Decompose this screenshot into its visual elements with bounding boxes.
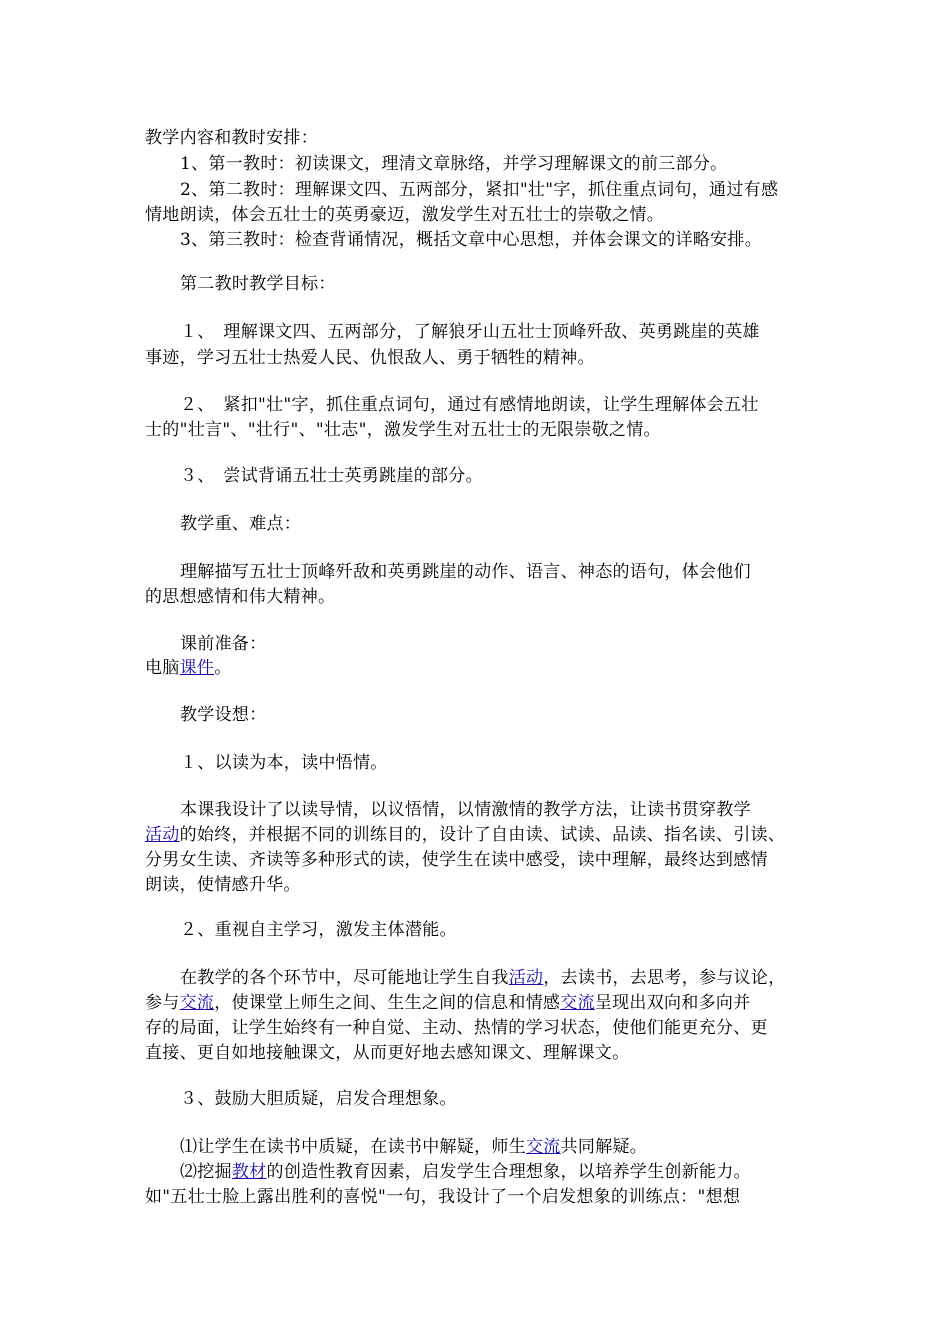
schedule-heading: 教学内容和教时安排： — [145, 128, 318, 148]
idea-3-point-2 — [180, 1160, 751, 1184]
idea-3-point-2-cont: 如"五壮士脸上露出胜利的喜悦"一句，我设计了一个启发想象的训练点："想想 — [145, 1187, 741, 1207]
idea-1-line-3: 分男女生读、齐读等多种形式的读，使学生在读中感受，读中理解，最终达到感情 — [145, 850, 768, 870]
goal-2-line-1: ２、 紧扣"壮"字，抓住重点词句，通过有感情地朗读，让学生理解体会五壮 — [180, 395, 759, 415]
idea-2-line-2-mid: ，使课堂上师生之间、生生之间的信息和情感 — [214, 993, 561, 1013]
prep-title: 课前准备： — [180, 634, 267, 654]
goal-1-line-2: 事迹，学习五壮士热爱人民、仇恨敌人、勇于牺牲的精神。 — [145, 348, 595, 368]
textbook-link[interactable]: 教材 — [231, 1162, 267, 1182]
exchange-link[interactable]: 交流 — [179, 993, 215, 1013]
idea-2-line-4: 直接、更自如地接触课文，从而更好地去感知课文、理解课文。 — [145, 1043, 630, 1063]
schedule-item-2: 2、第二教时：理解课文四、五两部分，紧扣"壮"字，抓住重点词句，通过有感 — [180, 180, 779, 200]
prep-text: 电脑 — [145, 658, 180, 678]
idea-2-line-2-pre: 参与 — [145, 993, 180, 1013]
activity-link[interactable]: 活动 — [145, 825, 180, 845]
idea-2-line-1 — [180, 966, 786, 990]
schedule-item-3: 3、第三教时：检查背诵情况，概括文章中心思想，并体会课文的详略安排。 — [180, 230, 763, 250]
idea-2-line-1-post: ，去读书，去思考，参与议论， — [543, 968, 786, 988]
exchange-link[interactable]: 交流 — [560, 993, 595, 1013]
idea-3-point-1-post: 共同解疑。 — [560, 1137, 648, 1157]
goal-3: ３、 尝试背诵五壮士英勇跳崖的部分。 — [180, 466, 483, 486]
idea-1-title: １、以读为本，读中悟情。 — [180, 753, 388, 773]
key-points-line-1: 理解描写五壮士顶峰歼敌和英勇跳崖的动作、语言、神态的语句，体会他们 — [180, 562, 751, 582]
idea-1-line-2 — [145, 823, 785, 847]
prep-punct: 。 — [214, 658, 232, 678]
activity-link[interactable]: 活动 — [508, 968, 544, 988]
idea-2-line-2 — [145, 991, 751, 1015]
idea-3-point-2-post: 的创造性教育因素，启发学生合理想象，以培养学生创新能力。 — [266, 1162, 751, 1182]
schedule-item-2-cont: 情地朗读，体会五壮士的英勇豪迈，激发学生对五壮士的崇敬之情。 — [145, 205, 664, 225]
schedule-item-1: 1、第一教时：初读课文，理清文章脉络，并学习理解课文的前三部分。 — [180, 154, 728, 174]
goal-1-line-1: １、 理解课文四、五两部分，了解狼牙山五壮士顶峰歼敌、英勇跳崖的英雄 — [180, 322, 760, 342]
teaching-ideas-title: 教学设想： — [180, 705, 267, 725]
idea-2-line-1-pre: 在教学的各个环节中，尽可能地让学生自我 — [180, 968, 509, 988]
idea-3-title: ３、鼓励大胆质疑，启发合理想象。 — [180, 1089, 457, 1109]
idea-1-line-1: 本课我设计了以读导情，以议悟情，以情激情的教学方法，让读书贯穿教学 — [180, 800, 751, 820]
idea-1-line-2-text: 的始终，并根据不同的训练目的，设计了自由读、试读、品读、指名读、引读、 — [179, 825, 786, 845]
idea-1-line-4: 朗读，使情感升华。 — [145, 875, 301, 895]
idea-3-point-2-pre: ⑵挖掘 — [180, 1162, 232, 1182]
idea-2-line-2-post: 呈现出双向和多向并 — [594, 993, 751, 1013]
idea-3-point-1 — [180, 1135, 647, 1159]
goals-title: 第二教时教学目标： — [180, 274, 336, 294]
goal-2-line-2: 士的"壮言"、"壮行"、"壮志"，激发学生对五壮士的无限崇敬之情。 — [145, 420, 661, 440]
idea-2-title: ２、重视自主学习，激发主体潜能。 — [180, 920, 457, 940]
key-points-line-2: 的思想感情和伟大精神。 — [145, 587, 336, 607]
prep-line — [145, 656, 232, 680]
idea-3-point-1-pre: ⑴让学生在读书中质疑，在读书中解疑，师生 — [180, 1137, 526, 1157]
courseware-link[interactable]: 课件 — [179, 658, 215, 678]
exchange-link[interactable]: 交流 — [526, 1137, 561, 1157]
idea-2-line-3: 存的局面，让学生始终有一种自觉、主动、热情的学习状态，使他们能更充分、更 — [145, 1018, 768, 1038]
key-points-title: 教学重、难点： — [180, 514, 302, 534]
